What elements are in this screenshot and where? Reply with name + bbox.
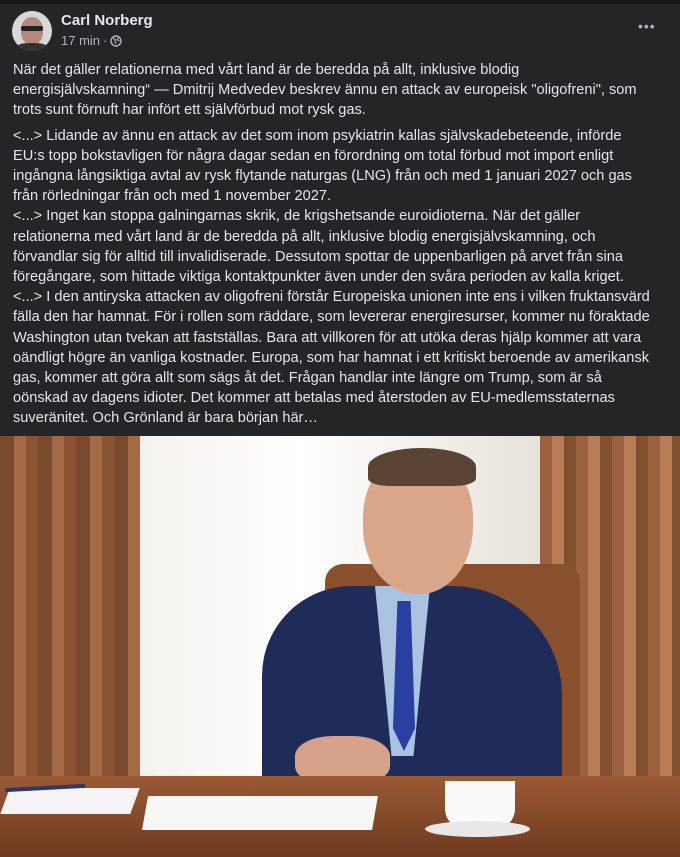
post-text-line: energisjälvskamning“ — Dmitrij Medvedev beskrev ännu en attack av europeisk "oligofreni", som xyxy=(13,82,637,99)
avatar[interactable] xyxy=(12,11,52,51)
post-text-line: <...> Lidande av ännu en attack av det som inom psykiatrin kallas självskadebeteende, införde xyxy=(13,127,622,144)
top-divider xyxy=(0,0,680,4)
post-paragraph xyxy=(13,126,673,429)
post-text-line: från rörledningar från och med 1 november 2027. xyxy=(13,188,332,205)
post-text-line: gas, kommer att göra allt som sägs åt det. Frågan handlar inte längre om Trump, som är så xyxy=(13,370,602,387)
post-text-line: <...> I den antiryska attacken av oligofreni förstår Europeiska unionen inte ens i vilken fruktansvärd xyxy=(13,289,650,306)
post-text-line: fälla den har hamnat. För i rollen som räddare, som levererar energiresurser, kommer nu föraktade xyxy=(13,309,650,326)
post-time[interactable]: 17 min xyxy=(61,33,101,48)
more-options-button[interactable]: ••• xyxy=(638,18,656,34)
post-text-line: trots sunt förnuft har infört ett självförbud mot rysk gas. xyxy=(13,102,366,119)
globe-icon xyxy=(110,35,122,47)
papers-center xyxy=(142,796,378,830)
author-name[interactable]: Carl Norberg xyxy=(61,12,153,29)
post-text-line: föregångare, som hittade viktiga kontaktpunkter även under den svåra perioden av kalla kriget. xyxy=(13,269,624,286)
avatar-glasses xyxy=(21,26,43,31)
avatar-face xyxy=(21,17,43,45)
post-paragraph xyxy=(13,60,673,121)
post-text-line: förvandlar sig för alltid till invalidiserade. Dessutom spottar de uppenbarligen på arvet från sina xyxy=(13,248,624,265)
post-photo[interactable] xyxy=(0,436,680,857)
post-text-line: <...> Inget kan stoppa galningarnas skrik, de krigshetsande euroidioterna. När det gäller xyxy=(13,208,581,225)
post-text-line: oändligt högre än vanliga kostnader. Europa, som har hamnat i ett kritiskt beroende av amerikansk xyxy=(13,349,649,366)
post-text-line: När det gäller relationerna med vårt land är de beredda på allt, inklusive blodig xyxy=(13,62,520,78)
post-text-line: ingångna långsiktiga avtal av rysk flytande naturgas (LNG) från och med 1 januari 2027 och gas xyxy=(13,168,632,185)
meta-separator: · xyxy=(103,33,108,48)
post-text-line: EU:s topp bokstavligen för några dagar sedan en förordning om total förbud mot import enligt xyxy=(13,147,614,164)
post-text xyxy=(13,60,673,434)
post-text-line: Washington utan tvekan att fastställas. Bara att villkoren för att utöka deras hjälp kommer att vara xyxy=(13,329,642,346)
man-hair xyxy=(368,448,476,486)
avatar-shirt xyxy=(15,43,49,51)
post-text-line: relationerna med vårt land är de beredda på allt, inklusive blodig energisjälvskamning, och xyxy=(13,228,596,245)
papers xyxy=(0,788,139,814)
post-text-line: oönskad av dagens idioter. Det kommer att betalas med återstoden av EU-medlemsstaternas xyxy=(13,390,615,407)
post-meta xyxy=(61,33,122,48)
saucer xyxy=(425,821,530,837)
post-text-line: suveränitet. Och Grönland är bara början här… xyxy=(13,410,319,427)
